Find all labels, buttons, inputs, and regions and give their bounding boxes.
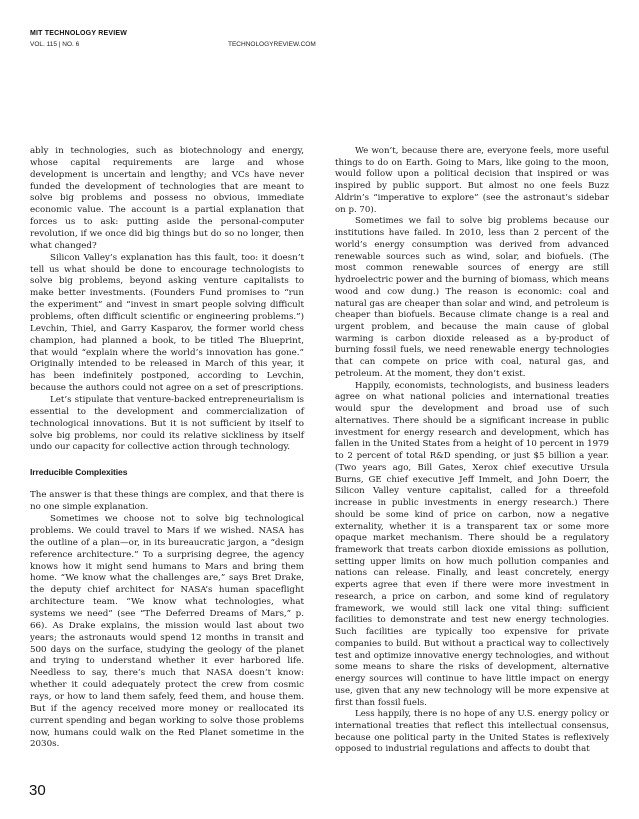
right-paragraph-3: Happily, economists, technologists, and business leaders agree on what national policies and international treaties would spur the development and broad use of such alternatives. There should be a significant increase in public investment for energy research and development, which has fallen in the United States from a height of 10 percent in 1979 to 2 percent of total R&D spending, or just $5 billion a year. (Two years ago, Bill Gates, Xerox chief executive Ursula Burns, GE chief executive Jeff Immelt, and John Doerr, the Silicon Valley venture capitalist, called for a threefold increase in public investments in energy research.) There should be some kind of price on carbon, now a negative externality, whether it is a transparent tax or some more opaque market mechanism. There should be a regulatory framework that treats carbon dioxide emissions as pollution, setting upper limits on how much pollution companies and nations can release. Finally, and least concretely, energy experts agree that even if there were more investment in research, a price on carbon, and some kind of regulatory framework, we would still lack one vital thing: sufficient facilities to demonstrate and test new energy technologies. Such facilities are typically too expensive for private companies to build. But without a practical way to collectively test and optimize innovative energy technologies, and without some means to share the risks of development, alternative energy sources will continue to have little impact on energy use, given that any new technology will be more expensive at first than fossil fuels. [335,380,609,708]
right-paragraph-2: Sometimes we fail to solve big problems because our institutions have failed. In 2010, less than 2 percent of the world’s energy consumption was derived from advanced renewable sources such as wind, solar, and biofuels. (The most common renewable sources of energy are still hydroelectric power and the burning of biomass, which means wood and cow dung.) The reason is economic: coal and natural gas are cheaper than solar and wind, and petroleum is cheaper than biofuels. Because climate change is a real and urgent problem, and because the main cause of global warming is carbon dioxide released as a by-product of burning fossil fuels, we need renewable energy technologies that can compete on price with coal, natural gas, and petroleum. At the moment, they don’t exist. [335,216,609,379]
left-paragraph-4: The answer is that these things are complex, and that there is no one simple explanation. [30,490,304,513]
left-column [30,146,304,751]
left-paragraph-3: Let’s stipulate that venture-backed entrepreneurialism is essential to the development and commercialization of technological innovations. But it is not sufficient by itself to solve big problems, nor could its relative sickliness by itself undo our capacity for collective action through technology. [30,395,304,453]
website-url: TECHNOLOGYREVIEW.COM [228,41,316,48]
page-number: 30 [29,782,46,799]
left-paragraph-2: Silicon Valley’s explanation has this fault, too: it doesn’t tell us what should be done to encourage technologists to solve big problems, beyond asking venture capitalists to make better investments. (Founders Fund promises to “run the experiment” and “invest in smart people solving difficult problems, often difficult scientific or engineering problems.”) Levchin, Thiel, and Garry Kasparov, the former world chess champion, had planned a book, to be titled The Blueprint, that would “explain where the world’s innovation has gone.” Originally intended to be released in March of this year, it has been indefinitely postponed, according to Levchin, because the authors could not agree on a set of prescriptions. [30,252,304,394]
publication-title: MIT TECHNOLOGY REVIEW [30,30,128,37]
right-paragraph-4: Less happily, there is no hope of any U.S. energy policy or international treaties that reflect this intellectual consensus, because one political party in the United States is reflexively opposed to industrial regulations and affects to doubt that [335,709,609,755]
right-paragraph-1: We won’t, because there are, everyone feels, more useful things to do on Earth. Going to Mars, like going to the moon, would follow upon a political decision that inspired or was inspired by public support. But almost no one feels Buzz Aldrin’s “imperative to explore” (see the astronaut’s sidebar on p. 70). [335,146,609,215]
left-paragraph-1: ably in technologies, such as biotechnology and energy, whose capital requirements are large and whose development is uncertain and lengthy; and VCs have never funded the development of technologies that are meant to solve big problems and possess no obvious, immediate economic value. The account is a partial explanation that forces us to ask: putting aside the personal-computer revolution, if we once did big things but do so no longer, then what changed? [30,146,304,251]
left-paragraph-5: Sometimes we choose not to solve big technological problems. We could travel to Mars if we wished. NASA has the outline of a plan—or, in its bureaucratic jargon, a “design reference architecture.” To a surprising degree, the agency knows how it might send humans to Mars and bring them home. “We know what the challenges are,” says Bret Drake, the deputy chief architect for NASA’s human spaceflight architecture team. “We know what technologies, what systems we need” (see “The Deferred Dreams of Mars,” p. 66). As Drake explains, the mission would last about two years; the astronauts would spend 12 months in transit and 500 days on the surface, studying the geology of the planet and trying to understand whether it ever harbored life. Needless to say, there’s much that NASA doesn’t know: whether it could adequately protect the crew from cosmic rays, or how to land them safely, feed them, and house them. But if the agency received more money or reallocated its current spending and began working to solve those problems now, humans could walk on the Red Planet sometime in the 2030s. [30,514,304,750]
right-column [335,146,609,756]
section-heading: Irreducible Complexities [30,467,128,478]
volume-issue: VOL. 115 | NO. 6 [30,41,80,48]
